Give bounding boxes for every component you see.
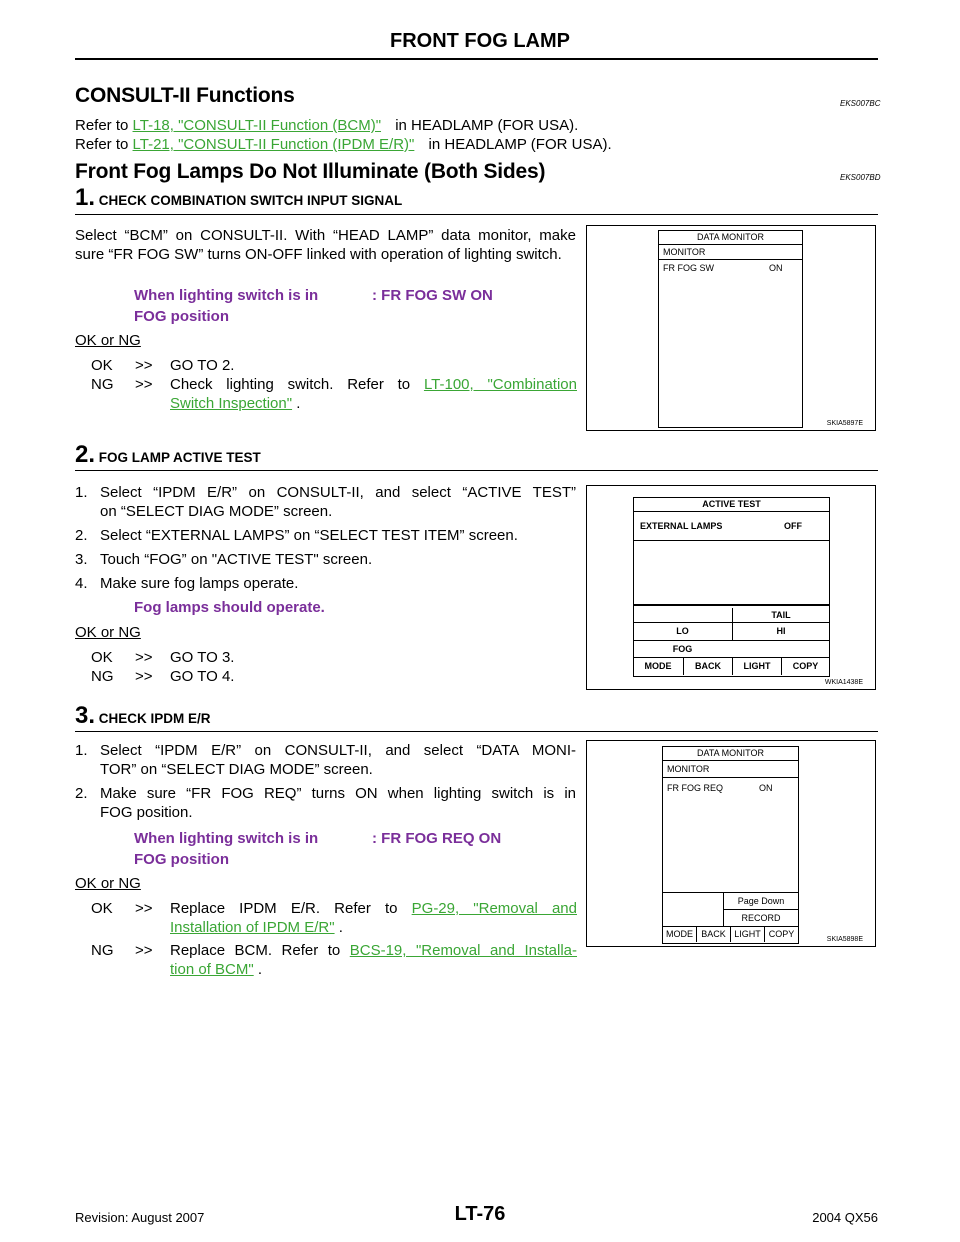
step-3-ok-or-ng: OK or NG	[75, 875, 141, 892]
tail-button[interactable]: TAIL	[732, 608, 829, 622]
page-down-button[interactable]: Page Down	[723, 893, 798, 909]
monitor-value: ON	[759, 783, 773, 793]
refer-prefix: Refer to	[75, 136, 129, 153]
consult-screen	[662, 746, 799, 944]
step-1-text: Select “BCM” on CONSULT-II. With “HEAD LAMP” data monitor, make sure “FR FOG SW” turns ON-OFF linked with operation of lighting switch.	[75, 227, 576, 263]
page-title: FRONT FOG LAMP	[390, 30, 570, 52]
monitor-value: ON	[769, 263, 783, 273]
link-pg-29-cont[interactable]: Installation of IPDM E/R"	[170, 919, 335, 936]
step-2-divider	[75, 470, 878, 471]
mode-button[interactable]: MODE	[666, 929, 693, 939]
list-item: 4. Make sure fog lamps operate.	[75, 575, 299, 592]
mode-button[interactable]: MODE	[644, 661, 672, 671]
ng-result: NG >> GO TO 4.	[91, 668, 235, 685]
hi-button[interactable]: HI	[732, 623, 829, 640]
record-button[interactable]: RECORD	[723, 910, 798, 926]
refer-suffix: in HEADLAMP (FOR USA).	[428, 136, 612, 153]
footer-page-number: LT-76	[454, 1203, 506, 1225]
link-lt-21[interactable]: LT-21, "CONSULT-II Function (IPDM E/R)"	[132, 136, 415, 153]
copy-button[interactable]: COPY	[781, 658, 829, 675]
figure-data-monitor-2	[586, 740, 876, 947]
ok-result: OK >> GO TO 2.	[91, 357, 235, 374]
figure-active-test	[586, 485, 876, 690]
active-test-screen	[633, 497, 830, 677]
refer-prefix: Refer to	[75, 117, 129, 134]
consult-section-title: CONSULT-II Functions	[75, 84, 295, 107]
screen-subheader: MONITOR	[659, 245, 802, 260]
condition-line-2: FOG position	[134, 851, 229, 868]
back-button[interactable]: BACK	[683, 658, 732, 675]
list-item: 1. Select “IPDM E/R” on CONSULT-II, and select “ACTIVE TEST” on “SELECT DIAG MODE” screen.	[75, 484, 576, 520]
screen-header: DATA MONITOR	[663, 747, 798, 761]
link-lt-18[interactable]: LT-18, "CONSULT-II Function (BCM)"	[132, 117, 382, 134]
step-3-heading: CHECK IPDM E/R	[98, 711, 211, 726]
screen-subheader: MONITOR	[663, 761, 798, 778]
step-1-title	[75, 184, 402, 212]
step-1-number: 1.	[75, 184, 96, 211]
step-2-results	[91, 648, 234, 686]
fog-section-code: EKS007BD	[840, 173, 881, 182]
list-item: 1. Select “IPDM E/R” on CONSULT-II, and select “DATA MONI- TOR” on “SELECT DIAG MODE” screen.	[75, 742, 576, 778]
step-1-results: OK >> GO TO 2. NG >> Check lighting switch. Refer to LT-100, "Combination Switch Inspection" .	[91, 357, 577, 412]
step-1-heading: CHECK COMBINATION SWITCH INPUT SIGNAL	[98, 193, 403, 208]
step-2-title	[75, 441, 261, 469]
list-item: 2. Make sure “FR FOG REQ” turns ON when lighting switch is in FOG position.	[75, 785, 576, 821]
figure-code: WKIA1438E	[824, 679, 863, 686]
step-3-list	[75, 741, 576, 822]
list-item: 2. Select “EXTERNAL LAMPS” on “SELECT TEST ITEM” screen.	[75, 527, 518, 544]
consult-screen	[658, 230, 803, 428]
test-value: OFF	[784, 521, 802, 531]
condition-line-1: When lighting switch is in	[134, 830, 319, 847]
link-pg-29[interactable]: PG-29, "Removal and	[411, 900, 577, 917]
step-3-divider	[75, 731, 878, 732]
step-3-condition-right: : FR FOG REQ ON	[372, 830, 502, 847]
condition-line-1: When lighting switch is in	[134, 287, 319, 304]
step-2-heading: FOG LAMP ACTIVE TEST	[98, 450, 261, 465]
consult-section-code: EKS007BC	[840, 99, 881, 108]
step-3-number: 3.	[75, 702, 96, 729]
fog-button[interactable]: FOG	[672, 644, 693, 654]
link-bcs-19[interactable]: BCS-19, "Removal and Installa-	[349, 942, 578, 959]
ng-result: NG >> Check lighting switch. Refer to LT-100, "Combination	[91, 376, 577, 393]
fog-section-title: Front Fog Lamps Do Not Illuminate (Both Sides)	[75, 160, 546, 183]
monitor-item: FR FOG SW	[663, 263, 714, 273]
figure-code: SKIA5897E	[826, 420, 863, 427]
back-button[interactable]: BACK	[696, 927, 730, 942]
step-2-number: 2.	[75, 441, 96, 468]
light-button[interactable]: LIGHT	[730, 927, 764, 942]
step-2-ok-or-ng: OK or NG	[75, 624, 141, 641]
light-button[interactable]: LIGHT	[732, 658, 781, 675]
condition-line-2: FOG position	[134, 308, 229, 325]
copy-button[interactable]: COPY	[764, 927, 798, 942]
step-3-results: OK >> Replace IPDM E/R. Refer to PG-29, "Removal and Installation of IPDM E/R" . NG >> Replace BCM. Refer to BCS-19, "Removal and Installa- tion of BCM" .	[91, 900, 578, 978]
step-1-ok-or-ng: OK or NG	[75, 332, 141, 349]
screen-header: DATA MONITOR	[659, 231, 802, 245]
list-item: 3. Touch “FOG” on "ACTIVE TEST" screen.	[75, 551, 373, 568]
step-1-condition-right: : FR FOG SW ON	[372, 287, 493, 304]
step-3-condition-left	[134, 828, 318, 870]
refer-suffix: in HEADLAMP (FOR USA).	[395, 117, 579, 134]
monitor-item: FR FOG REQ	[667, 783, 723, 793]
ok-result: OK >> GO TO 3.	[91, 649, 235, 666]
figure-data-monitor-1	[586, 225, 876, 431]
step-1-divider	[75, 214, 878, 215]
ok-result: OK >> Replace IPDM E/R. Refer to PG-29, "Removal and	[91, 900, 577, 917]
step-2-condition: Fog lamps should operate.	[134, 599, 325, 616]
link-bcs-19-cont[interactable]: tion of BCM"	[170, 961, 254, 978]
screen-header: ACTIVE TEST	[634, 498, 829, 512]
consult-refer-2	[75, 136, 612, 153]
title-divider	[75, 58, 878, 60]
footer-model: 2004 QX56	[812, 1210, 878, 1225]
footer-revision: Revision: August 2007	[75, 1210, 205, 1225]
consult-refer-1	[75, 117, 578, 134]
step-3-title	[75, 702, 211, 730]
figure-code: SKIA5898E	[826, 936, 863, 943]
step-2-list	[75, 483, 576, 593]
link-lt-100-cont[interactable]: Switch Inspection"	[170, 395, 293, 412]
step-1-condition-left	[134, 285, 318, 327]
test-item: EXTERNAL LAMPS	[640, 521, 723, 531]
ng-result: NG >> Replace BCM. Refer to BCS-19, "Removal and Installa-	[91, 942, 578, 959]
lo-button[interactable]: LO	[676, 626, 689, 636]
link-lt-100[interactable]: LT-100, "Combination	[423, 376, 577, 393]
